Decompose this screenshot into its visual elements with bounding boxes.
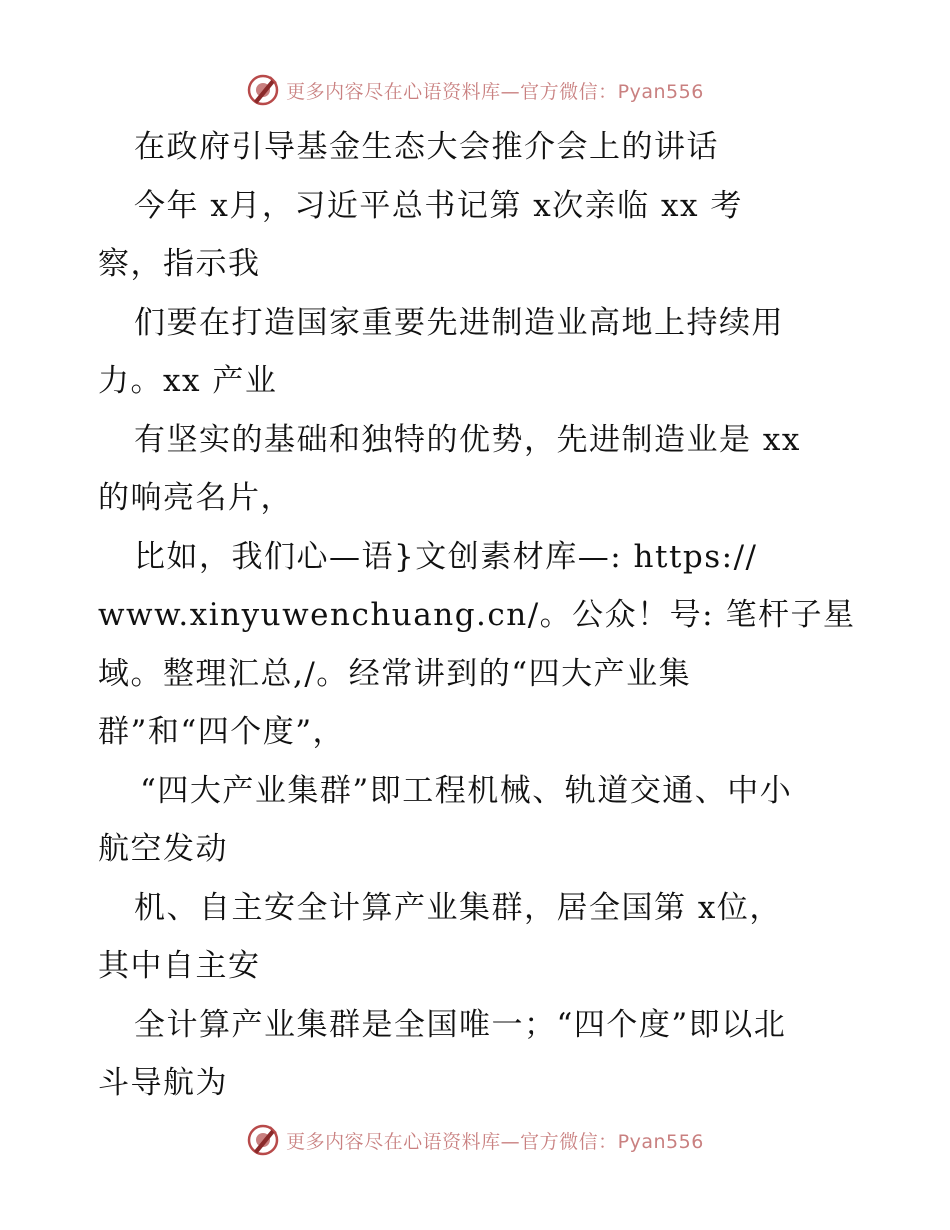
pen-circle-logo-icon — [246, 73, 280, 107]
paragraph-line: 其中自主安 — [98, 948, 261, 984]
paragraph-line: 机、自主安全计算产业集群，居全国第 x位， — [134, 889, 782, 926]
paragraph-line: 有坚实的基础和独特的优势，先进制造业是 xx — [134, 421, 801, 458]
paragraph-line: 群”和“四个度”， — [98, 714, 346, 750]
document-body — [98, 118, 858, 1113]
pen-circle-logo-icon — [246, 1123, 280, 1157]
paragraph-line: 力。xx 产业 — [98, 363, 278, 399]
header-banner-text: 更多内容尽在心语资料库—官方微信：Pyan556 — [286, 80, 704, 103]
paragraph-line: 今年 x月，习近平总书记第 x次亲临 xx 考 — [134, 187, 743, 224]
document-title: 在政府引导基金生态大会推介会上的讲话 — [134, 129, 719, 165]
footer-banner-text: 更多内容尽在心语资料库—官方微信：Pyan556 — [286, 1130, 704, 1153]
paragraph-line: 察，指示我 — [98, 246, 261, 282]
paragraph-line: “四大产业集群”即工程机械、轨道交通、中小 — [140, 772, 793, 809]
paragraph-line: 比如，我们心—语}文创素材库—: https:// — [134, 538, 758, 575]
paragraph-line: 们要在打造国家重要先进制造业高地上持续用 — [134, 304, 784, 341]
paragraph-line: www.xinyuwenchuang.cn/。公众！号: 笔杆子星 — [98, 597, 856, 633]
header-banner — [0, 70, 950, 110]
paragraph-line: 域。整理汇总,/。经常讲到的“四大产业集 — [98, 655, 692, 692]
paragraph-line: 的响亮名片， — [98, 480, 293, 516]
paragraph-line: 全计算产业集群是全国唯一；“四个度”即以北 — [134, 1006, 787, 1043]
paragraph-line: 斗导航为 — [98, 1065, 228, 1101]
footer-banner — [0, 1120, 950, 1160]
paragraph-line: 航空发动 — [98, 831, 228, 867]
